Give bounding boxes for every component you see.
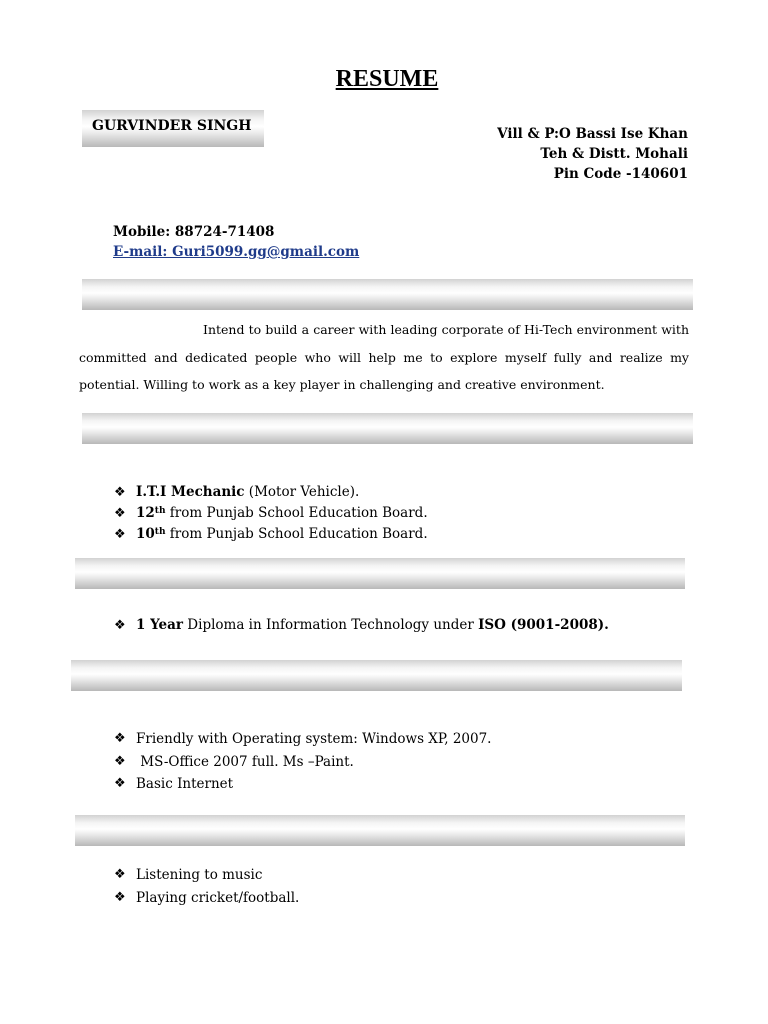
address-line-2: Teh & Distt. Mohali (540, 146, 688, 162)
address-block (497, 124, 688, 184)
diamond-bullet-icon: ❖ (114, 867, 126, 882)
hobbies-list (114, 864, 299, 909)
list-item: ❖ MS-Office 2007 full. Ms –Paint. (114, 751, 491, 774)
list-item: ❖ 1 Year Diploma in Information Technology under ISO (9001-2008). (114, 615, 609, 636)
diploma-list (114, 615, 609, 636)
email-link[interactable]: E-mail: Guri5099.gg@gmail.com (113, 244, 360, 260)
mobile-number: Mobile: 88724-71408 (113, 224, 275, 240)
section-divider-hobbies (75, 815, 685, 846)
diamond-bullet-icon: ❖ (114, 731, 126, 746)
education-list (114, 482, 428, 545)
list-item: ❖ Friendly with Operating system: Windows XP, 2007. (114, 728, 491, 751)
diamond-bullet-icon: ❖ (114, 485, 126, 500)
candidate-name: GURVINDER SINGH (92, 118, 252, 134)
career-objective: Intend to build a career with leading corporate of Hi-Tech environment with committed and dedicated people who will help me to explore myself fully and realize my potential. Willing to work as a key player in challenging and creative environment. (79, 322, 689, 392)
diamond-bullet-icon: ❖ (114, 527, 126, 542)
diamond-bullet-icon: ❖ (114, 506, 126, 521)
resume-title: RESUME (335, 66, 439, 92)
address-line-3: Pin Code -140601 (553, 166, 688, 182)
diamond-bullet-icon: ❖ (114, 618, 126, 633)
contact-block (113, 222, 359, 262)
list-item: ❖ 10th from Punjab School Education Board. (114, 524, 428, 545)
list-item: ❖ I.T.I Mechanic (Motor Vehicle). (114, 482, 428, 503)
section-divider-diploma (75, 558, 685, 589)
address-line-1: Vill & P:O Bassi Ise Khan (497, 126, 688, 142)
section-divider-education (82, 413, 693, 444)
list-item: ❖ 12th from Punjab School Education Board. (114, 503, 428, 524)
section-divider-objective (82, 279, 693, 310)
diamond-bullet-icon: ❖ (114, 753, 126, 769)
list-item: ❖ Basic Internet (114, 773, 491, 796)
section-divider-skills (71, 660, 682, 691)
diamond-bullet-icon: ❖ (114, 889, 126, 905)
list-item: ❖ Playing cricket/football. (114, 887, 299, 910)
diamond-bullet-icon: ❖ (114, 776, 126, 791)
skills-list (114, 728, 491, 796)
list-item: ❖ Listening to music (114, 864, 299, 887)
